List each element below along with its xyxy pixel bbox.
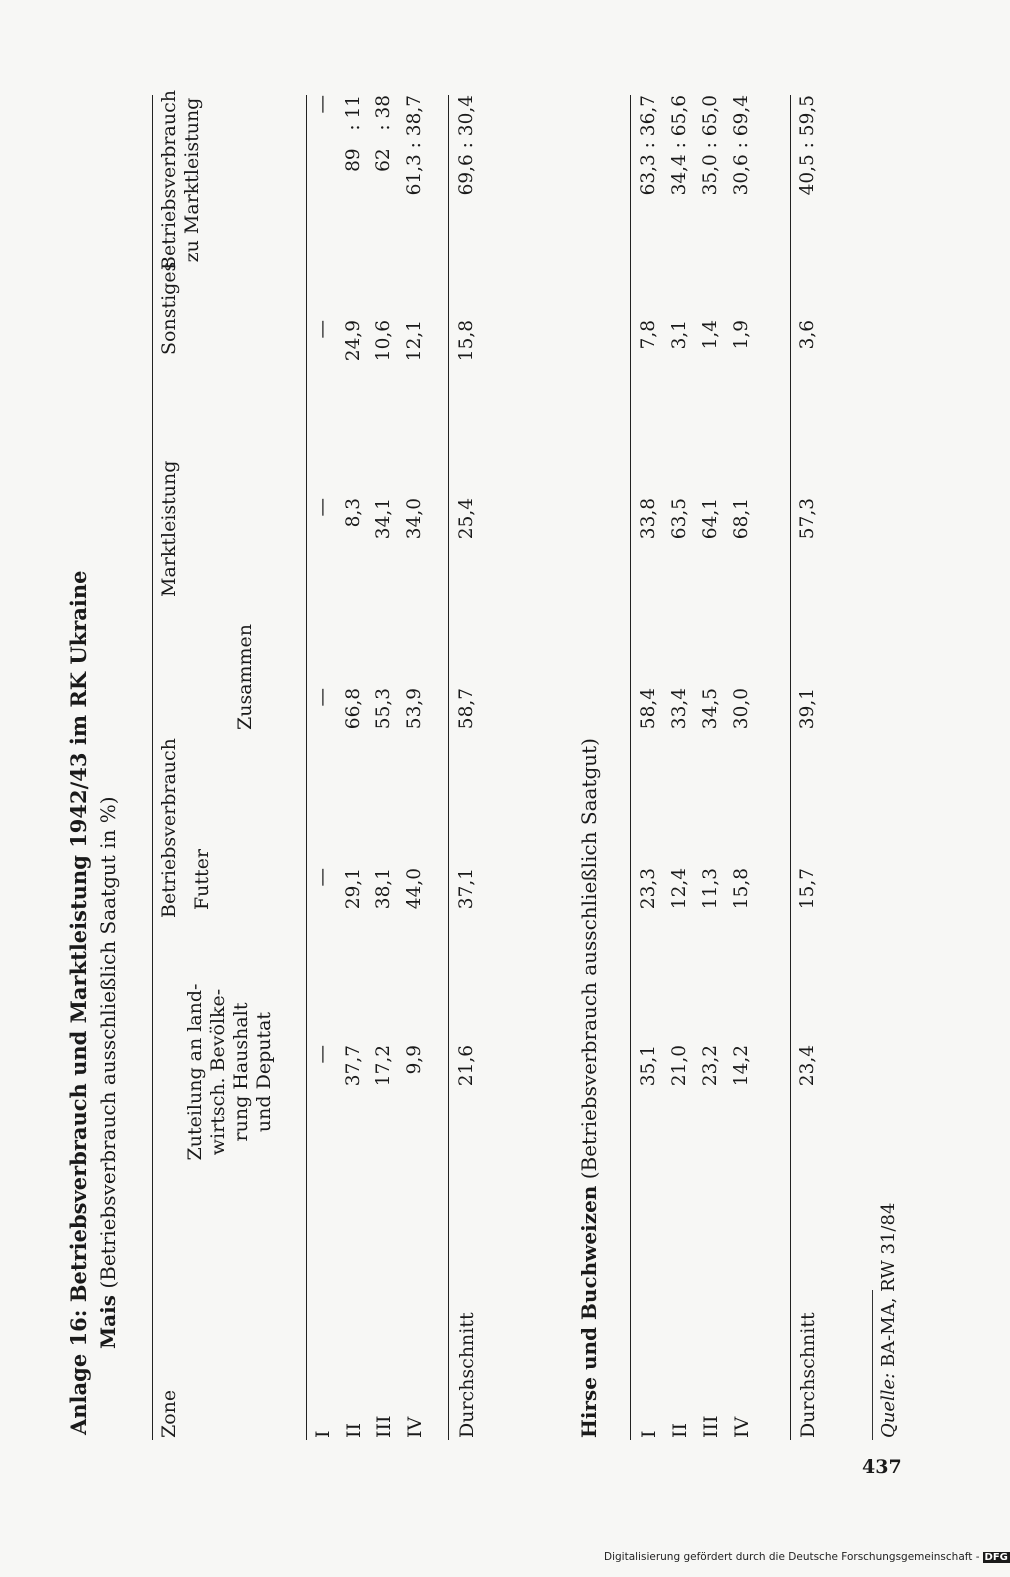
- header-ratio-line2: zu Marktleistung: [181, 97, 203, 263]
- header-ratio: [158, 75, 204, 285]
- header-ratio-line1: Betriebsverbrauch: [158, 90, 180, 270]
- mais-row-2-sonst: 24,9: [343, 320, 364, 362]
- digitization-credit: [604, 1551, 1010, 1563]
- mais-row-4-zusammen: 53,9: [404, 688, 425, 730]
- hirse-average-rule: [790, 95, 791, 1440]
- dfg-logo: DFG: [984, 1552, 1008, 1563]
- mais-row-3-sonst: 10,6: [373, 320, 394, 362]
- mais-row-4-zuteilung: 9,9: [404, 1045, 425, 1075]
- mais-row-1-sonst: —: [312, 320, 333, 339]
- mais-row-2-futter: 29,1: [343, 868, 364, 910]
- header-zusammen: Zusammen: [234, 623, 256, 730]
- source-label: Quelle:: [878, 1372, 899, 1438]
- rotated-table-page: [60, 70, 920, 1440]
- hirse-row-2-futter: 12,4: [669, 868, 690, 910]
- section-hirse-note: (Betriebsverbrauch ausschließlich Saatgut): [577, 738, 601, 1186]
- mais-average-rule: [448, 95, 449, 1440]
- hirse-row-2-ratio: 34,4 : 65,6: [669, 95, 690, 196]
- mais-row-2-zusammen: 66,8: [343, 688, 364, 730]
- subtitle-note: (Betriebsverbrauch ausschließlich Saatgut in %): [96, 796, 120, 1296]
- credit-text: Digitalisierung gefördert durch die Deutsche Forschungsgemeinschaft -: [604, 1551, 980, 1563]
- mais-average-zusammen: 58,7: [456, 688, 477, 730]
- mais-row-2-markt: 8,3: [343, 498, 364, 528]
- hirse-average-sonst: 3,6: [797, 320, 818, 350]
- hirse-row-1-zuteilung: 35,1: [638, 1045, 659, 1087]
- mais-row-1-ratio: —: [312, 95, 333, 114]
- mais-row-2-ratio: 89 : 11: [343, 95, 364, 172]
- mais-row-1-zuteilung: —: [312, 1045, 333, 1064]
- mais-row-2-zuteilung: 37,7: [343, 1045, 364, 1087]
- hirse-row-2-markt: 63,5: [669, 498, 690, 540]
- header-marktleistung: Marktleistung: [158, 460, 180, 597]
- hirse-row-4-markt: 68,1: [731, 498, 752, 540]
- source-note: [878, 1203, 899, 1438]
- mais-average-ratio: 69,6 : 30,4: [456, 95, 477, 196]
- hirse-top-rule: [630, 95, 631, 1440]
- hirse-row-1-futter: 23,3: [638, 868, 659, 910]
- hirse-row-2-sonst: 3,1: [669, 320, 690, 350]
- mais-row-3-zuteilung: 17,2: [373, 1045, 394, 1087]
- hirse-row-4-zone: IV: [731, 1416, 753, 1438]
- header-futter: Futter: [191, 848, 213, 910]
- hirse-row-1-zusammen: 58,4: [638, 688, 659, 730]
- hirse-row-3-ratio: 35,0 : 65,0: [700, 95, 721, 196]
- page-number: 437: [862, 1456, 902, 1478]
- mais-row-3-zone: III: [373, 1415, 395, 1438]
- mais-row-1-zone: I: [312, 1430, 334, 1438]
- mais-row-1-futter: —: [312, 868, 333, 887]
- header-betriebsverbrauch: Betriebsverbrauch: [158, 738, 180, 918]
- hirse-row-2-zuteilung: 21,0: [669, 1045, 690, 1087]
- top-rule: [152, 95, 153, 1440]
- mais-row-3-futter: 38,1: [373, 868, 394, 910]
- mais-row-4-markt: 34,0: [404, 498, 425, 540]
- hirse-row-4-sonst: 1,9: [731, 320, 752, 350]
- mais-average-zone: Durchschnitt: [456, 1312, 478, 1438]
- mais-average-futter: 37,1: [456, 868, 477, 910]
- hirse-row-3-zone: III: [700, 1415, 722, 1438]
- hirse-row-3-sonst: 1,4: [700, 320, 721, 350]
- header-zuteilung: [184, 957, 276, 1187]
- footnote-rule: [872, 1290, 873, 1440]
- header-zuteilung-line3: rung Haushalt: [230, 1002, 252, 1142]
- hirse-average-zuteilung: 23,4: [797, 1045, 818, 1087]
- mais-row-2-zone: II: [343, 1422, 365, 1438]
- hirse-row-4-futter: 15,8: [731, 868, 752, 910]
- hirse-row-3-markt: 64,1: [700, 498, 721, 540]
- hirse-row-1-markt: 33,8: [638, 498, 659, 540]
- mais-row-1-markt: —: [312, 498, 333, 517]
- section-hirse-heading: [577, 738, 601, 1438]
- header-zone: Zone: [158, 1389, 180, 1438]
- hirse-row-4-zuteilung: 14,2: [731, 1045, 752, 1087]
- mais-average-zuteilung: 21,6: [456, 1045, 477, 1087]
- mais-average-sonst: 15,8: [456, 320, 477, 362]
- hirse-row-1-ratio: 63,3 : 36,7: [638, 95, 659, 196]
- mais-row-3-ratio: 62 : 38: [373, 95, 394, 172]
- hirse-row-2-zone: II: [669, 1422, 691, 1438]
- hirse-row-3-zusammen: 34,5: [700, 688, 721, 730]
- hirse-row-4-ratio: 30,6 : 69,4: [731, 95, 752, 196]
- hirse-row-2-zusammen: 33,4: [669, 688, 690, 730]
- hirse-row-3-zuteilung: 23,2: [700, 1045, 721, 1087]
- source-text: BA-MA, RW 31/84: [878, 1202, 899, 1373]
- mais-row-4-zone: IV: [404, 1416, 426, 1438]
- mais-average-markt: 25,4: [456, 498, 477, 540]
- mais-row-1-zusammen: —: [312, 688, 333, 707]
- header-zuteilung-line2: wirtsch. Bevölke-: [207, 988, 229, 1156]
- mais-row-3-markt: 34,1: [373, 498, 394, 540]
- hirse-average-markt: 57,3: [797, 498, 818, 540]
- header-rule: [306, 95, 307, 1440]
- table-subtitle: [96, 796, 120, 1349]
- hirse-average-zone: Durchschnitt: [797, 1312, 819, 1438]
- mais-row-4-futter: 44,0: [404, 868, 425, 910]
- hirse-average-ratio: 40,5 : 59,5: [797, 95, 818, 196]
- header-zuteilung-line4: und Deputat: [253, 1011, 275, 1133]
- mais-row-4-sonst: 12,1: [404, 320, 425, 362]
- hirse-average-futter: 15,7: [797, 868, 818, 910]
- mais-row-3-zusammen: 55,3: [373, 688, 394, 730]
- hirse-row-1-sonst: 7,8: [638, 320, 659, 350]
- crop-mais-label: Mais: [96, 1295, 120, 1349]
- header-sonstiges: Sonstiges: [158, 261, 180, 355]
- header-zuteilung-line1: Zuteilung an land-: [184, 983, 206, 1161]
- hirse-row-1-zone: I: [638, 1430, 660, 1438]
- hirse-row-4-zusammen: 30,0: [731, 688, 752, 730]
- table-title: Anlage 16: Betriebsverbrauch und Marktleistung 1942/43 im RK Ukraine: [66, 570, 91, 1435]
- hirse-average-zusammen: 39,1: [797, 688, 818, 730]
- mais-row-4-ratio: 61,3 : 38,7: [404, 95, 425, 196]
- crop-hirse-label: Hirse und Buchweizen: [577, 1185, 601, 1438]
- hirse-row-3-futter: 11,3: [700, 868, 721, 910]
